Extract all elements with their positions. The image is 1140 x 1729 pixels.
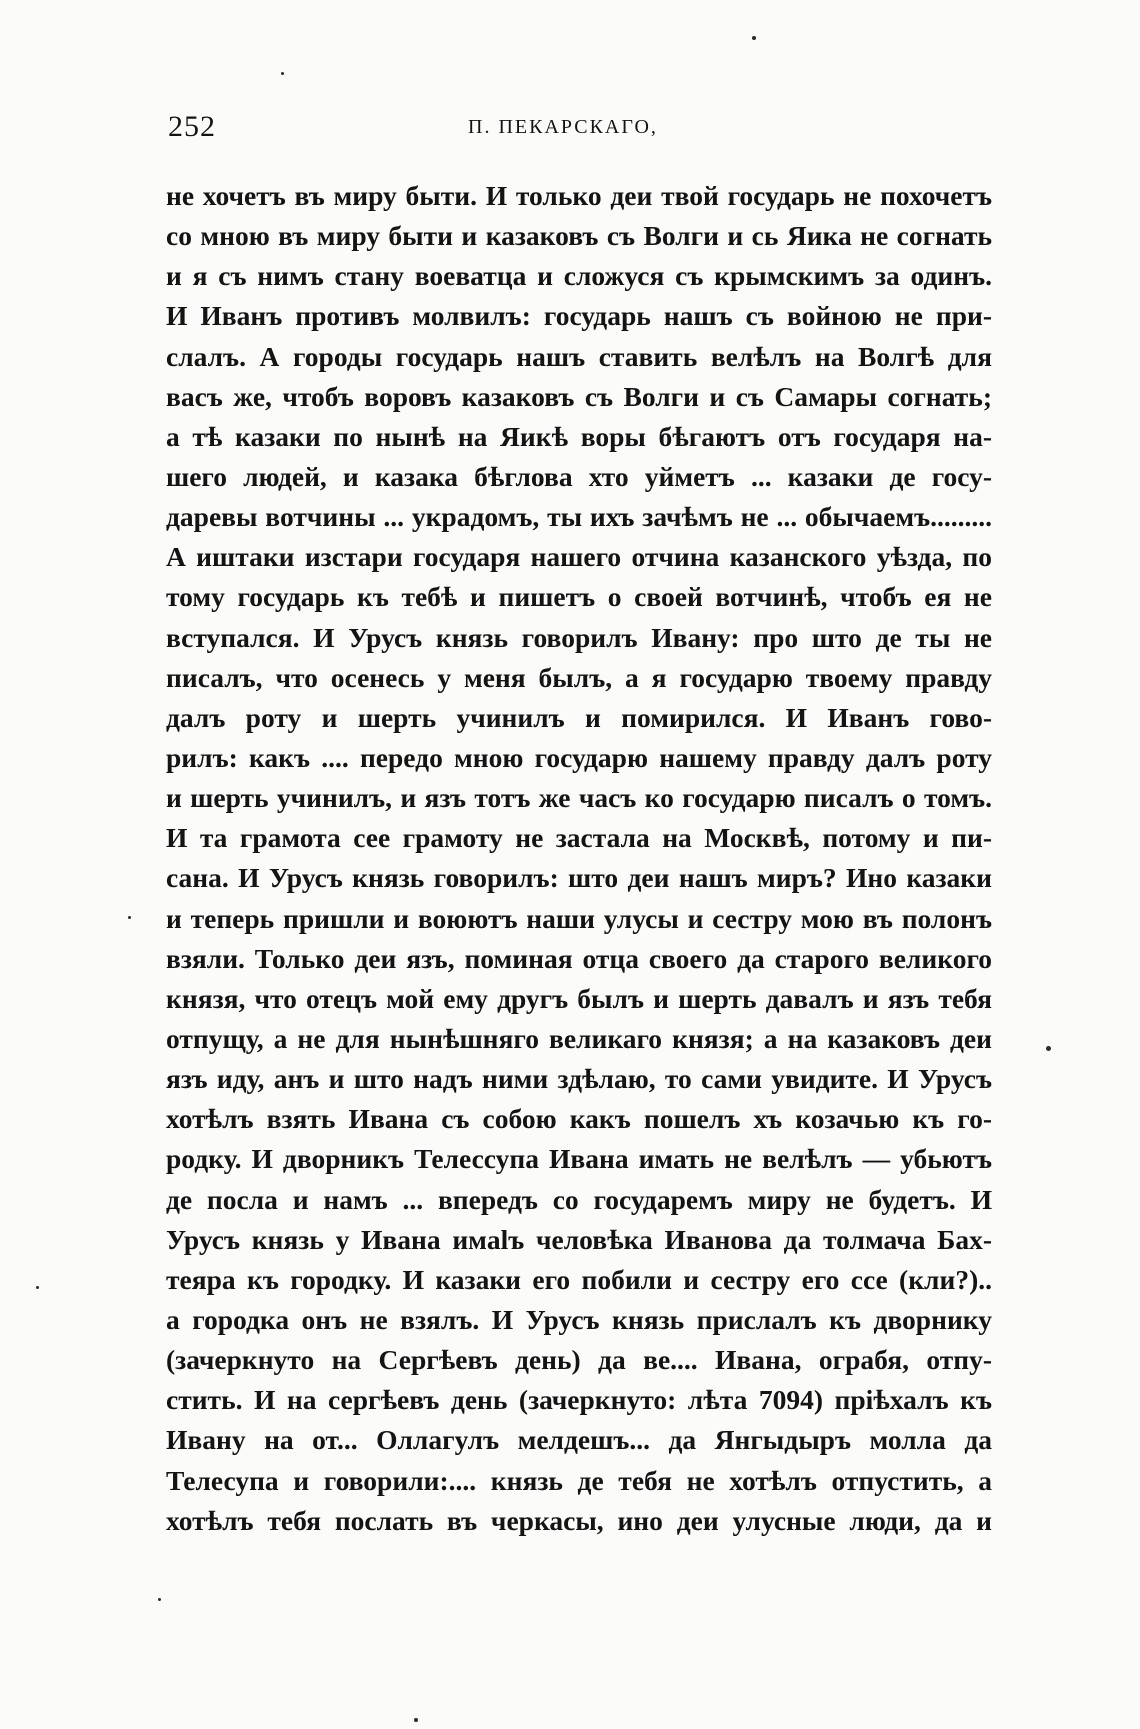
text-line: писалъ, что осенесь у меня былъ, а я государю твоему правду xyxy=(166,661,992,693)
text-line: Телесупа и говорили:.... князь де тебя не хотѣлъ отпустить, а xyxy=(166,1464,992,1496)
text-line: родку. И дворникъ Телессупа Ивана имать не велѣлъ — убьютъ xyxy=(166,1143,992,1175)
text-line: и шерть учинилъ, и язъ тотъ же часъ ко государю писалъ о томъ. xyxy=(166,782,992,814)
scan-speck xyxy=(1046,1046,1051,1051)
text-line: и я съ нимъ стану воеватца и сложуся съ крымскимъ за одинъ. xyxy=(166,260,992,292)
text-line: рилъ: какъ .... передо мною государю нашему правду далъ роту xyxy=(166,741,992,773)
text-line: язъ иду, анъ и што надъ ними здѣлаю, то сами увидите. И Урусъ xyxy=(166,1063,992,1095)
text-line: васъ же, чтобъ воровъ казаковъ съ Волги и съ Самары согнать; xyxy=(166,380,992,412)
text-line: А иштаки изстари государя нашего отчина казанского уѣзда, по xyxy=(166,541,992,573)
scan-speck xyxy=(128,916,131,919)
text-line: Ивану на от... Оллагулъ мелдешъ... да Янгыдыръ молла да xyxy=(166,1424,992,1456)
scan-speck xyxy=(158,1598,161,1601)
text-line: сана. И Урусъ князь говорилъ: што деи нашъ миръ? Ино казаки xyxy=(166,862,992,894)
text-line: (зачеркнуто на Сергѣевъ день) да ве.... Ивана, ограбя, отпу- xyxy=(166,1344,992,1376)
scan-speck xyxy=(414,1718,418,1722)
text-line: Урусъ князь у Ивана имalъ человѣка Иванова да толмача Бах- xyxy=(166,1223,992,1255)
text-line: И та грамота сее грамоту не застала на Москвѣ, потому и пи- xyxy=(166,822,992,854)
text-line: со мною въ миру быти и казаковъ съ Волги и сь Яика не согнать xyxy=(166,220,992,252)
scan-speck xyxy=(752,36,756,40)
running-head xyxy=(168,110,990,150)
scan-speck xyxy=(36,1286,39,1289)
text-line: стить. И на сергѣевъ день (зачеркнуто: лѣта 7094) пріѣхалъ къ xyxy=(166,1384,992,1416)
text-line: хотѣлъ взять Ивана съ собою какъ пошелъ хъ козачью къ го- xyxy=(166,1103,992,1135)
text-line: И Иванъ противъ молвилъ: государь нашъ съ войною не при- xyxy=(166,300,992,332)
text-line: не хочетъ въ миру быти. И только деи твой государь не похочетъ xyxy=(166,180,992,211)
text-line: хотѣлъ тебя послать въ черкасы, ино деи улусные люди, да и xyxy=(166,1504,992,1536)
text-line: тому государь къ тебѣ и пишетъ о своей вотчинѣ, чтобъ ея не xyxy=(166,581,992,613)
body-text xyxy=(166,176,992,1541)
text-line: де посла и намъ ... впередъ со государемъ миру не будетъ. И xyxy=(166,1183,992,1215)
text-line: далъ роту и шерть учинилъ и помирился. И Иванъ гово- xyxy=(166,701,992,733)
text-line: князя, что отецъ мой ему другъ былъ и шерть давалъ и язъ тебя xyxy=(166,982,992,1014)
text-line: и теперь пришли и воюютъ наши улусы и сестру мою въ полонъ xyxy=(166,902,992,934)
text-line: взяли. Только деи язъ, поминая отца своего да старого великого xyxy=(166,942,992,974)
text-line: даревы вотчины ... украдомъ, ты ихъ зачѣмъ не ... обычаемъ......... xyxy=(166,501,992,533)
text-line: теяра къ городку. И казаки его побили и сестру его ссе (кли?).. xyxy=(166,1263,992,1295)
text-line: а городка онъ не взялъ. И Урусъ князь прислалъ къ дворнику xyxy=(166,1303,992,1335)
text-line: шего людей, и казака бѣглова хто уйметъ ... казаки де госу- xyxy=(166,460,992,492)
text-line: отпущу, а не для нынѣшняго великаго князя; а на казаковъ деи xyxy=(166,1022,992,1054)
scan-speck xyxy=(281,72,284,75)
text-line: а тѣ казаки по нынѣ на Яикѣ воры бѣгаютъ отъ государя на- xyxy=(166,420,992,452)
running-title: П. ПЕКАРСКАГО, xyxy=(468,116,658,138)
text-line: слалъ. А городы государь нашъ ставить велѣлъ на Волгѣ для xyxy=(166,340,992,372)
text-line: вступался. И Урусъ князь говорилъ Ивану: про што де ты не xyxy=(166,621,992,653)
page-number: 252 xyxy=(168,110,216,143)
